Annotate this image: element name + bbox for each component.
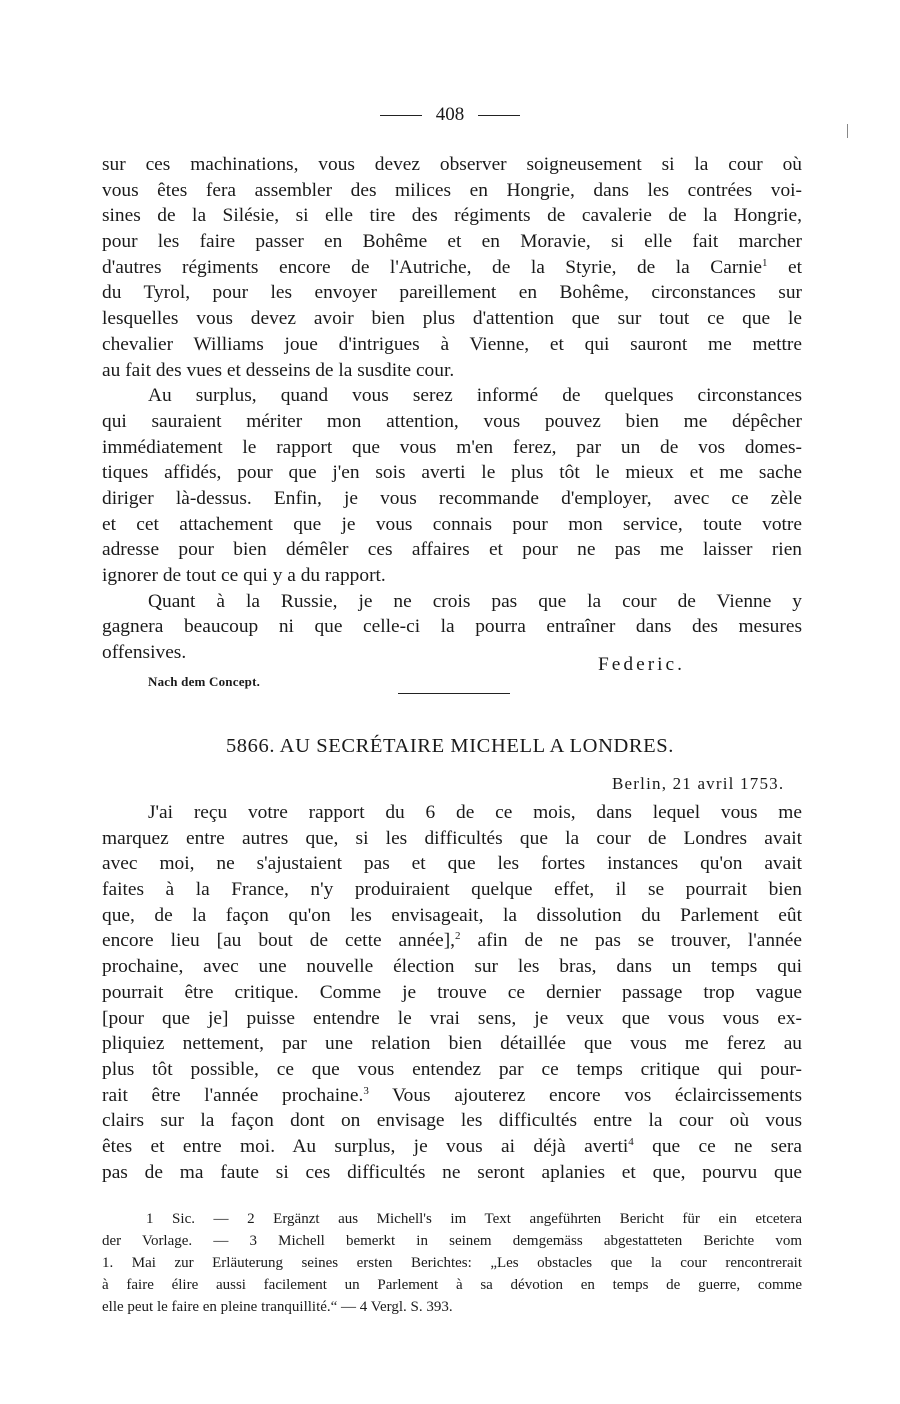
text-line xyxy=(102,1134,802,1160)
text-line: et cet attachement que je vous connais pour mon service, toute votre xyxy=(102,513,802,535)
text-segment: êtes et entre moi. Au surplus, je vous ai déjà averti xyxy=(102,1135,629,1157)
text-line: tiques affidés, pour que j'en sois averti le plus tôt le mieux et me sache xyxy=(102,462,802,484)
letter-body xyxy=(102,800,802,1185)
footnote-line: 1 Sic. — 2 Ergänzt aus Michell's im Text angeführten Bericht für ein etcetera xyxy=(146,1211,802,1227)
text-line: lesquelles vous devez avoir bien plus d'attention que sur tout ce que le xyxy=(102,308,802,330)
text-segment: rait être l'année prochaine. xyxy=(102,1084,364,1106)
page-number: 408 xyxy=(435,104,465,125)
text-line: immédiatement le rapport que vous m'en ferez, par un de vos domes- xyxy=(102,436,802,458)
section-separator xyxy=(398,693,510,694)
text-line xyxy=(102,928,802,954)
source-note: Nach dem Concept. xyxy=(148,674,261,689)
text-line: gagnera beaucoup ni que celle-ci la pourra entraîner dans des mesures xyxy=(102,616,802,638)
text-line: marquez entre autres que, si les difficultés que la cour de Londres avait xyxy=(102,827,802,849)
margin-mark xyxy=(847,124,848,138)
text-line: faites à la France, n'y produiraient quelque effet, il se pourrait bien xyxy=(102,879,802,901)
text-segment: et xyxy=(788,256,802,278)
header-dash-right xyxy=(478,115,520,116)
text-line xyxy=(102,255,802,281)
header-dash-left xyxy=(380,115,422,116)
text-line: avec moi, ne s'ajustaient pas et que les fortes instances qu'on avait xyxy=(102,853,802,875)
footnote-line: 1. Mai zur Erläuterung seines ersten Berichtes: „Les obstacles que la cour rencontrerait xyxy=(102,1255,802,1271)
text-line: prochaine, avec une nouvelle élection sur les bras, dans un temps qui xyxy=(102,956,802,978)
text-line: offensives. xyxy=(102,642,187,664)
text-line: Quant à la Russie, je ne crois pas que la cour de Vienne y xyxy=(148,590,802,612)
text-line: vous êtes fera assembler des milices en Hongrie, dans les contrées voi- xyxy=(102,179,802,201)
footnote-ref: 4 xyxy=(628,1135,634,1148)
text-line: diriger là-dessus. Enfin, je vous recommande d'employer, avec ce zèle xyxy=(102,487,802,509)
section-title: 5866. AU SECRÉTAIRE MICHELL A LONDRES. xyxy=(225,735,675,757)
text-segment: encore lieu [au bout de cette année], xyxy=(102,930,456,952)
text-segment: Vous ajouterez encore vos éclaircissements xyxy=(368,1084,802,1106)
text-segment: afin de ne pas se trouver, l'année xyxy=(460,930,802,952)
text-line: plus tôt possible, ce que vous entendez par ce temps critique qui pour- xyxy=(102,1058,802,1080)
text-line: sur ces machinations, vous devez observer soigneusement si la cour où xyxy=(102,154,802,175)
text-line: [pour que je] puisse entendre le vrai sens, je veux que vous vous ex- xyxy=(102,1007,802,1029)
text-line xyxy=(102,1083,802,1109)
text-line: J'ai reçu votre rapport du 6 de ce mois, dans lequel vous me xyxy=(148,802,802,823)
text-line: qui sauraient mériter mon attention, vous pouvez bien me dépêcher xyxy=(102,410,802,432)
text-line: adresse pour bien démêler ces affaires et pour ne pas me laisser rien xyxy=(102,539,802,561)
text-line: pour les faire passer en Bohême et en Moravie, si elle fait marcher xyxy=(102,231,802,253)
text-line: du Tyrol, pour les envoyer pareillement en Bohême, circonstances sur xyxy=(102,282,802,304)
footnote-line: à faire élire aussi facilement un Parlement à sa dévotion en temps de guerre, comme xyxy=(102,1277,802,1293)
text-line: Au surplus, quand vous serez informé de quelques circonstances xyxy=(148,385,802,407)
text-line: pourrait être critique. Comme je trouve ce dernier passage trop vague xyxy=(102,981,802,1003)
footnote-ref: 2 xyxy=(455,930,461,943)
text-line: pliquiez nettement, par une relation bien détaillée que vous me ferez au xyxy=(102,1033,802,1055)
footnote-line: der Vorlage. — 3 Michell bemerkt in seinem demgemäss abgestatteten Berichte vom xyxy=(102,1233,802,1249)
text-line: pas de ma faute si ces difficultés ne seront aplanies et que, pourvu que xyxy=(102,1161,802,1183)
text-segment: que ce ne sera xyxy=(633,1135,802,1157)
text-line: ignorer de tout ce qui y a du rapport. xyxy=(102,565,386,586)
letter-continuation xyxy=(102,152,802,666)
text-line: chevalier Williams joue d'intrigues à Vienne, et qui sauront me mettre xyxy=(102,333,802,355)
text-line: clairs sur la façon dont on envisage les difficultés entre la cour où vous xyxy=(102,1110,802,1132)
text-line: sines de la Silésie, si elle tire des régiments de cavalerie de la Hongrie, xyxy=(102,205,802,227)
text-line: au fait des vues et desseins de la susdite cour. xyxy=(102,359,455,381)
dateline: Berlin, 21 avril 1753. xyxy=(612,774,785,793)
footnote-ref: 1 xyxy=(761,256,768,269)
text-segment: d'autres régiments encore de l'Autriche, de la Styrie, de la Carnie xyxy=(102,256,762,278)
footnote-line: elle peut le faire en pleine tranquillité.“ — 4 Vergl. S. 393. xyxy=(102,1299,453,1315)
text-line: que, de la façon qu'on les envisageait, la dissolution du Parlement eût xyxy=(102,904,802,926)
page-header xyxy=(0,104,900,126)
footnote-ref: 3 xyxy=(363,1084,369,1097)
footnotes xyxy=(102,1208,802,1318)
signature: Federic. xyxy=(598,654,685,675)
